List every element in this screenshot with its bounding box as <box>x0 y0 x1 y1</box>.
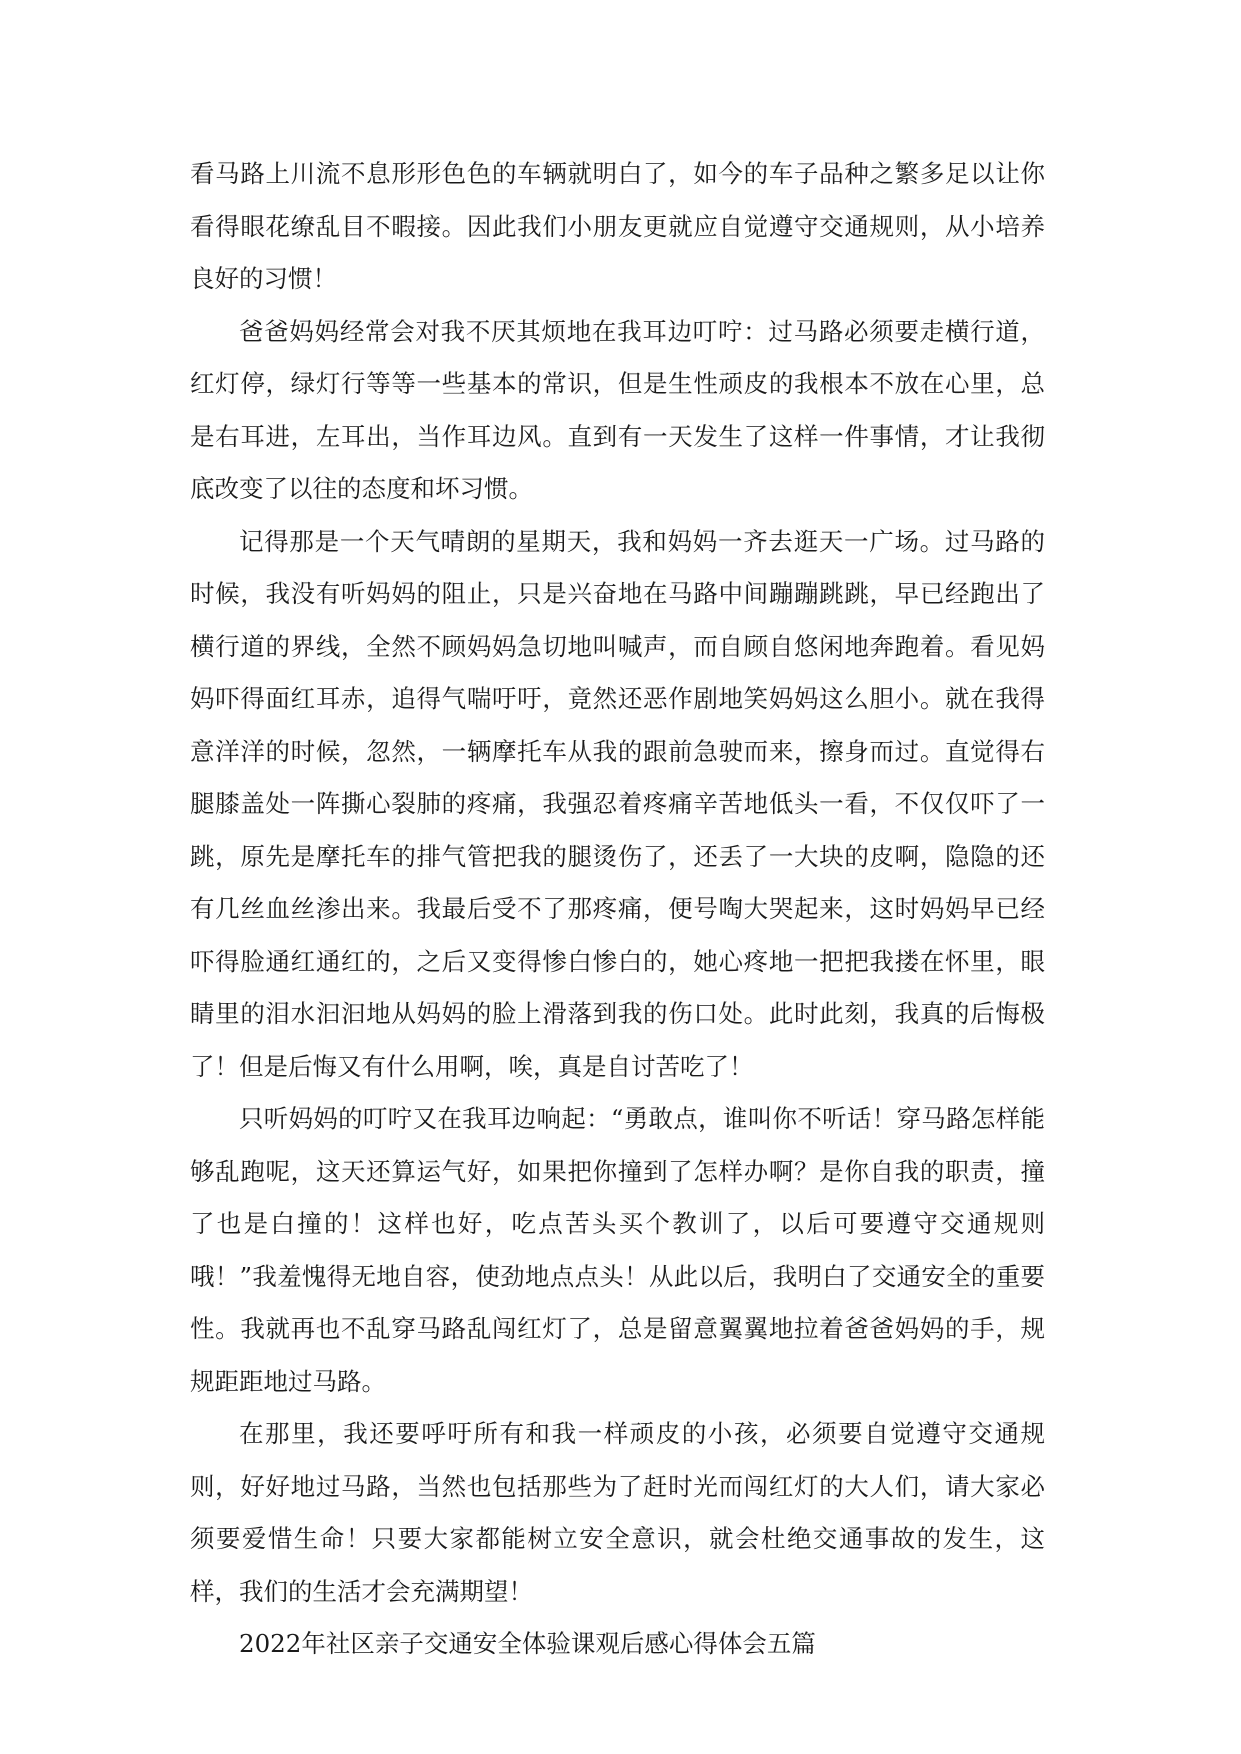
paragraph-2: 爸爸妈妈经常会对我不厌其烦地在我耳边叮咛：过马路必须要走横行道，红灯停，绿灯行等等一些基本的常识，但是生性顽皮的我根本不放在心里，总是右耳进，左耳出，当作耳边风。直到有一天发生了这样一件事情，才让我彻底改变了以往的态度和坏习惯。 <box>190 316 1045 503</box>
paragraph-5: 在那里，我还要呼吁所有和我一样顽皮的小孩，必须要自觉遵守交通规则，好好地过马路，当然也包括那些为了赶时光而闯红灯的大人们，请大家必须要爱惜生命！只要大家都能树立安全意识，就会杜绝交通事故的发生，这样，我们的生活才会充满期望！ <box>190 1419 1045 1606</box>
paragraph-4: 只听妈妈的叮咛又在我耳边响起：“勇敢点，谁叫你不听话！穿马路怎样能够乱跑呢，这天还算运气好，如果把你撞到了怎样办啊？是你自我的职责，撞了也是白撞的！这样也好，吃点苦头买个教训了，以后可要遵守交通规则哦！”我羞愧得无地自容，使劲地点点头！从此以后，我明白了交通安全的重要性。我就再也不乱穿马路乱闯红灯了，总是留意翼翼地拉着爸爸妈妈的手，规规距距地过马路。 <box>190 1104 1045 1396</box>
paragraph-3: 记得那是一个天气晴朗的星期天，我和妈妈一齐去逛天一广场。过马路的时候，我没有听妈妈的阻止，只是兴奋地在马路中间蹦蹦跳跳，早已经跑出了横行道的界线，全然不顾妈妈急切地叫喊声，而自顾自悠闲地奔跑着。看见妈妈吓得面红耳赤，追得气喘吁吁，竟然还恶作剧地笑妈妈这么胆小。就在我得意洋洋的时候，忽然，一辆摩托车从我的跟前急驶而来，擦身而过。直觉得右腿膝盖处一阵撕心裂肺的疼痛，我强忍着疼痛辛苦地低头一看，不仅仅吓了一跳，原先是摩托车的排气管把我的腿烫伤了，还丢了一大块的皮啊，隐隐的还有几丝血丝渗出来。我最后受不了那疼痛，便号啕大哭起来，这时妈妈早已经吓得脸通红通红的，之后又变得惨白惨白的，她心疼地一把把我搂在怀里，眼睛里的泪水汩汩地从妈妈的脸上滑落到我的伤口处。此时此刻，我真的后悔极了！但是后悔又有什么用啊，唉，真是自讨苦吃了！ <box>190 526 1045 1081</box>
next-article-title: 2022年社区亲子交通安全体验课观后感心得体会五篇 <box>239 1629 816 1658</box>
document-body <box>190 148 1045 1671</box>
paragraph-1: 看马路上川流不息形形色色的车辆就明白了，如今的车子品种之繁多足以让你看得眼花缭乱目不暇接。因此我们小朋友更就应自觉遵守交通规则，从小培养良好的习惯！ <box>190 159 1045 293</box>
